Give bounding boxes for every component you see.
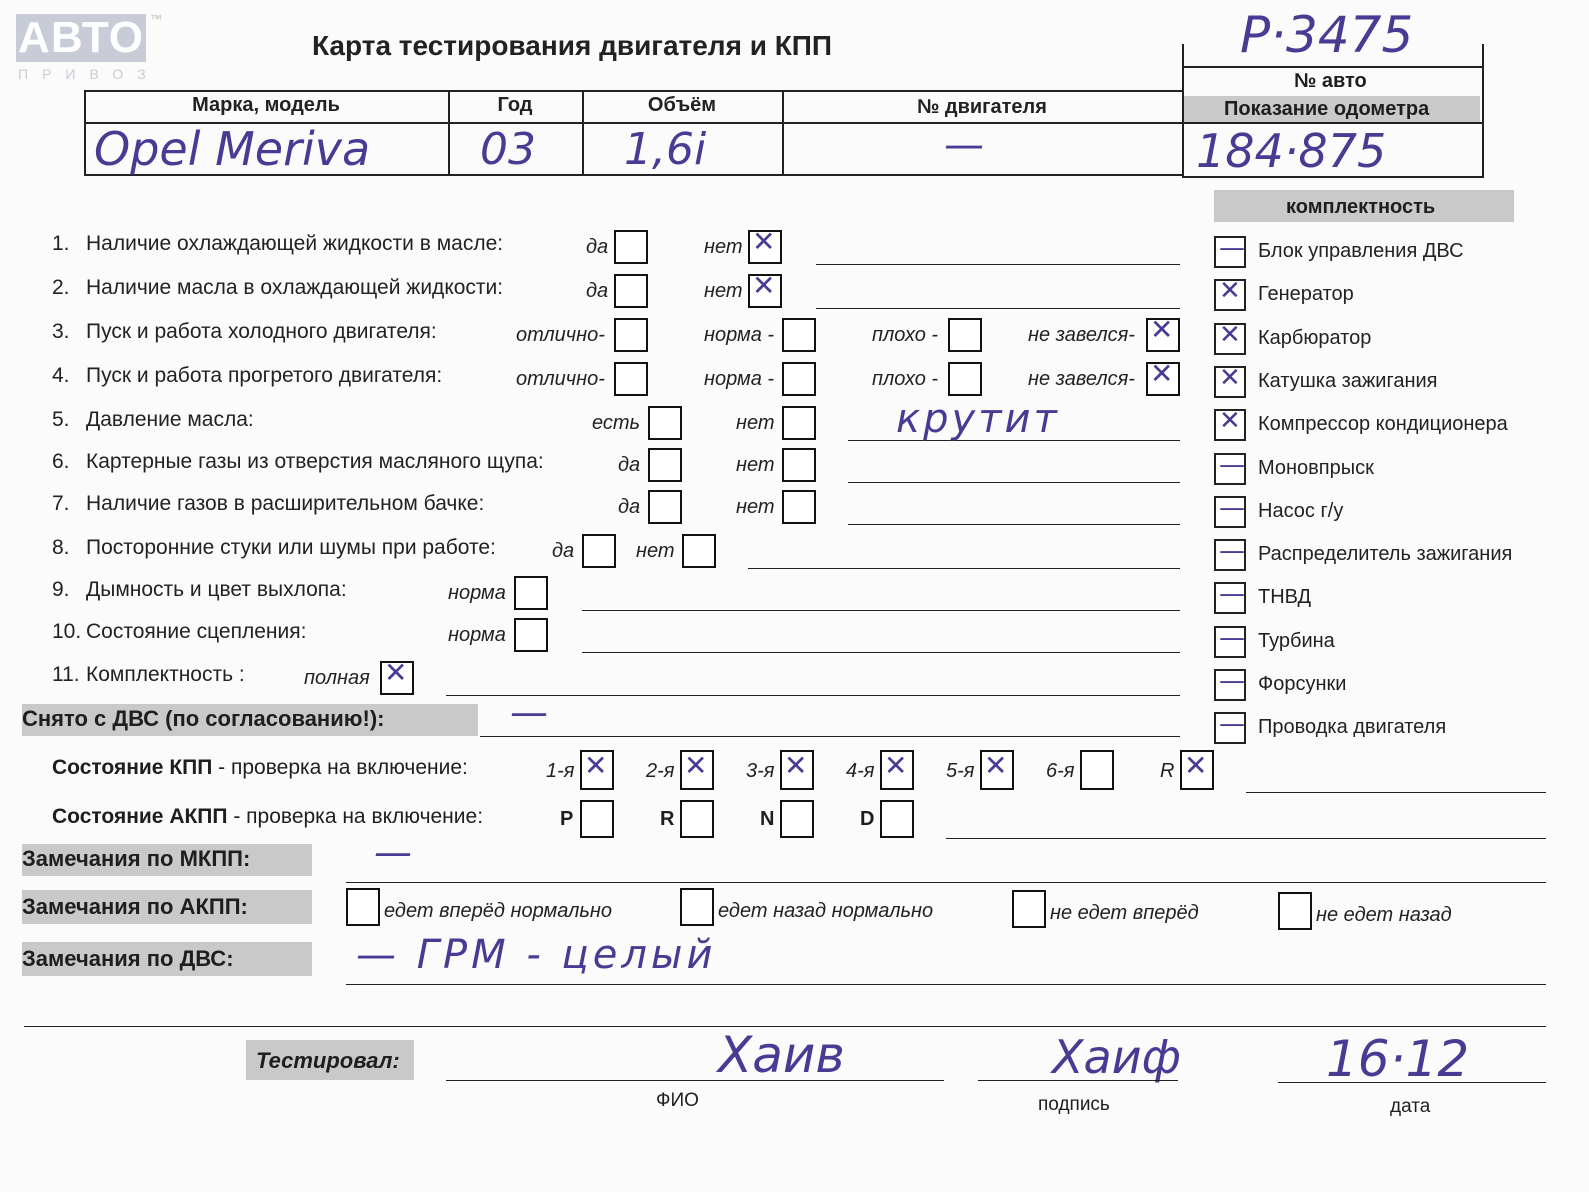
removed-label: Снято с ДВС (по согласованию!): <box>22 706 385 731</box>
completeness-box-9[interactable] <box>1214 622 1246 658</box>
akpp-mode-checkbox-3[interactable] <box>880 800 914 838</box>
completeness-box-6[interactable] <box>1214 492 1246 528</box>
checkmark-icon: ✕ <box>1150 357 1174 390</box>
completeness-item-2: Карбюратор <box>1258 326 1372 349</box>
question-number-8: 8. <box>52 536 70 559</box>
tested-label: Тестировал: <box>256 1048 400 1073</box>
checkmark-icon: ✕ <box>884 749 908 782</box>
completeness-item-10: Форсунки <box>1258 673 1347 695</box>
question-3-option-label-3: не завелся- <box>1028 324 1135 346</box>
completeness-mark-11: — <box>1219 709 1245 740</box>
odometer-label: Показание одометра <box>1224 98 1430 120</box>
question-1-checkbox-1[interactable] <box>748 225 782 264</box>
completeness-item-1: Генератор <box>1258 283 1354 306</box>
checkmark-icon: ✕ <box>384 656 408 689</box>
question-text-8: Посторонние стуки или шумы при работе: <box>86 536 496 559</box>
question-4-option-label-3: не завелся- <box>1028 368 1135 390</box>
kpp-gear-label-0: 1-я <box>546 760 575 782</box>
logo-subtext: ПРИВОЗ <box>18 66 160 82</box>
question-text-4: Пуск и работа прогретого двигателя: <box>86 364 443 387</box>
question-3-option-label-2: плохо - <box>872 324 939 346</box>
signature: Хаиф <box>1052 1030 1181 1084</box>
completeness-title: комплектность <box>1286 196 1436 218</box>
question-3-option-label-0: отлично- <box>516 324 605 346</box>
question-5-option-label-1: нет <box>736 412 775 434</box>
question-3-checkbox-1[interactable] <box>782 318 816 352</box>
completeness-item-0: Блок управления ДВС <box>1258 240 1464 262</box>
completeness-item-4: Компрессор кондиционера <box>1258 413 1508 436</box>
checkmark-icon: ✕ <box>984 749 1008 782</box>
completeness-mark-6: — <box>1219 492 1245 523</box>
kpp-gear-checkbox-2[interactable] <box>780 750 814 790</box>
question-number-1: 1. <box>52 232 70 255</box>
header-engine-no-value: — <box>944 122 984 168</box>
akpp-label-rest: - проверка на включение: <box>227 805 484 828</box>
akpp-label <box>52 805 483 829</box>
mkpp-label: Замечания по МКПП: <box>22 846 251 871</box>
question-10-option-label-0: норма <box>448 624 506 646</box>
question-number-5: 5. <box>52 408 70 431</box>
question-text-6: Картерные газы из отверстия масляного щупа: <box>86 450 544 473</box>
kpp-line <box>1246 792 1546 793</box>
completeness-mark-2: ✕ <box>1219 319 1241 350</box>
akpp-option-2: не едет вперёд <box>1050 902 1199 924</box>
question-2-checkbox-0[interactable] <box>614 274 648 308</box>
question-number-4: 4. <box>52 364 70 387</box>
fio-value: Хаив <box>718 1026 845 1084</box>
kpp-gear-label-4: 5-я <box>946 760 975 782</box>
question-7-checkbox-0[interactable] <box>648 490 682 524</box>
removed-value: — <box>510 690 548 734</box>
question-number-6: 6. <box>52 450 70 473</box>
auto-no-label: № авто <box>1294 70 1367 92</box>
question-2-answer-line <box>816 308 1180 309</box>
akpp-label-bold: Состояние АКПП <box>52 805 228 828</box>
question-7-answer-line <box>848 524 1180 525</box>
question-9-option-label-0: норма <box>448 582 506 604</box>
completeness-mark-1: ✕ <box>1219 276 1241 307</box>
question-number-10: 10. <box>52 620 82 643</box>
kpp-label-rest: - проверка на включение: <box>212 756 468 779</box>
question-10-answer-line <box>582 652 1180 653</box>
question-9-answer-line <box>582 610 1180 611</box>
question-2-option-label-1: нет <box>704 280 743 302</box>
question-number-3: 3. <box>52 320 70 343</box>
kpp-gear-label-2: 3-я <box>746 760 775 782</box>
dvs-value: — ГРМ - целый <box>356 932 717 978</box>
completeness-box-10[interactable] <box>1214 666 1246 701</box>
question-1-answer-line <box>816 264 1180 265</box>
logo <box>16 14 166 84</box>
akpp-option-0: едет вперёд нормально <box>384 900 613 922</box>
question-5-checkbox-1[interactable] <box>782 406 816 440</box>
dvs-label: Замечания по ДВС: <box>22 946 234 971</box>
akpp-option-box-1[interactable] <box>680 888 714 926</box>
checkmark-icon: ✕ <box>1184 749 1208 782</box>
sign-line <box>978 1080 1178 1081</box>
question-11-answer-line <box>446 695 1180 696</box>
odometer-value: 184·875 <box>1196 124 1387 178</box>
completeness-mark-4: ✕ <box>1219 406 1241 437</box>
dvs-line <box>346 984 1546 985</box>
completeness-box-2[interactable] <box>1214 319 1246 355</box>
header-col-volume: Объём <box>647 94 717 116</box>
akpp-mode-label-3: D <box>860 808 875 830</box>
completeness-item-5: Моновпрыск <box>1258 456 1374 479</box>
header-make-value: Opel Meriva <box>94 122 371 176</box>
akpp-mode-checkbox-2[interactable] <box>780 800 814 838</box>
page-title: Карта тестирования двигателя и КПП <box>312 30 833 61</box>
question-4-checkbox-1[interactable] <box>782 362 816 396</box>
akpp-option-1: едет назад нормально <box>718 900 934 922</box>
completeness-item-6: Насос г/у <box>1258 499 1344 522</box>
question-10-checkbox-0[interactable] <box>514 618 548 652</box>
question-3-checkbox-0[interactable] <box>614 318 648 352</box>
kpp-gear-label-6: R <box>1160 760 1175 782</box>
completeness-item-7: Распределитель зажигания <box>1258 543 1513 566</box>
question-1-option-label-0: да <box>586 236 609 258</box>
akpp-line <box>946 838 1546 839</box>
question-5-note: крутит <box>896 396 1060 442</box>
kpp-gear-label-5: 6-я <box>1046 760 1075 782</box>
question-4-option-label-2: плохо - <box>872 368 939 390</box>
question-3-checkbox-2[interactable] <box>948 318 982 352</box>
question-text-5: Давление масла: <box>86 408 254 431</box>
completeness-box-7[interactable] <box>1214 536 1246 571</box>
checkmark-icon: ✕ <box>752 225 776 258</box>
mkpp-line <box>346 882 1546 883</box>
question-1-checkbox-0[interactable] <box>614 230 648 264</box>
question-6-option-label-1: нет <box>736 454 775 476</box>
question-5-option-label-0: есть <box>592 412 641 434</box>
header-volume-value: 1,6i <box>624 124 707 175</box>
akpp-option-box-3[interactable] <box>1278 892 1312 930</box>
question-number-9: 9. <box>52 578 70 601</box>
question-7-option-label-0: да <box>618 496 641 518</box>
kpp-gear-checkbox-6[interactable] <box>1180 750 1214 790</box>
removed-line <box>480 736 1180 737</box>
checkmark-icon: ✕ <box>684 749 708 782</box>
question-number-2: 2. <box>52 276 70 299</box>
akpp-option-box-0[interactable] <box>346 888 380 926</box>
question-6-answer-line <box>848 482 1180 483</box>
akpp-mode-checkbox-0[interactable] <box>580 800 614 838</box>
question-6-checkbox-0[interactable] <box>648 448 682 482</box>
logo-tm: ™ <box>150 12 162 26</box>
completeness-box-11[interactable] <box>1214 709 1246 744</box>
completeness-box-4[interactable] <box>1214 406 1246 441</box>
fio-line <box>446 1080 944 1081</box>
kpp-gear-checkbox-1[interactable] <box>680 750 714 790</box>
completeness-box-0[interactable] <box>1214 233 1246 268</box>
header-table-top <box>84 90 1184 92</box>
akpp-remarks-label: Замечания по АКПП: <box>22 894 248 919</box>
logo-text: АВТО <box>16 14 146 62</box>
question-2-option-label-0: да <box>586 280 609 302</box>
question-7-checkbox-1[interactable] <box>782 490 816 524</box>
fio-label: ФИО <box>656 1090 699 1111</box>
akpp-mode-label-2: N <box>760 808 775 830</box>
question-text-2: Наличие масла в охлаждающей жидкости: <box>86 276 504 299</box>
question-text-11: Комплектность : <box>86 663 245 686</box>
completeness-mark-8: — <box>1219 579 1245 610</box>
completeness-item-11: Проводка двигателя <box>1258 716 1447 739</box>
auto-no-rule <box>1182 66 1484 68</box>
question-4-option-label-0: отлично- <box>516 368 605 390</box>
kpp-gear-checkbox-3[interactable] <box>880 750 914 790</box>
akpp-mode-checkbox-1[interactable] <box>680 800 714 838</box>
completeness-mark-3: ✕ <box>1219 362 1241 393</box>
akpp-mode-label-1: R <box>660 808 675 830</box>
auto-no-right-border <box>1482 44 1484 178</box>
header-col-engine-no: № двигателя <box>917 96 1047 118</box>
question-number-7: 7. <box>52 492 70 515</box>
question-2-checkbox-1[interactable] <box>748 269 782 308</box>
question-11-checkbox-0[interactable] <box>380 656 414 695</box>
question-4-checkbox-2[interactable] <box>948 362 982 396</box>
checkmark-icon: ✕ <box>1150 313 1174 346</box>
kpp-gear-label-3: 4-я <box>846 760 875 782</box>
question-8-option-label-1: нет <box>636 540 675 562</box>
completeness-mark-5: — <box>1219 449 1245 480</box>
mkpp-value: — <box>374 830 412 874</box>
completeness-box-5[interactable] <box>1214 449 1246 485</box>
question-8-checkbox-0[interactable] <box>582 534 616 568</box>
kpp-label <box>52 756 468 780</box>
question-8-checkbox-1[interactable] <box>682 534 716 568</box>
date-line <box>1278 1082 1546 1083</box>
question-4-checkbox-0[interactable] <box>614 362 648 396</box>
date-label: дата <box>1390 1096 1431 1117</box>
question-8-option-label-0: да <box>552 540 575 562</box>
question-3-checkbox-3[interactable] <box>1146 313 1180 352</box>
kpp-label-bold: Состояние КПП <box>52 756 213 779</box>
question-7-option-label-1: нет <box>736 496 775 518</box>
sign-label: подпись <box>1038 1094 1110 1115</box>
question-9-checkbox-0[interactable] <box>514 576 548 610</box>
header-year-value: 03 <box>480 124 536 175</box>
akpp-option-3: не едет назад <box>1316 904 1452 926</box>
auto-no-value: Р·3475 <box>1240 6 1414 64</box>
question-8-answer-line <box>748 568 1180 569</box>
question-number-11: 11. <box>52 663 80 686</box>
kpp-gear-checkbox-0[interactable] <box>580 750 614 790</box>
question-5-checkbox-0[interactable] <box>648 406 682 440</box>
question-text-3: Пуск и работа холодного двигателя: <box>86 320 437 343</box>
completeness-box-3[interactable] <box>1214 362 1246 398</box>
completeness-item-8: ТНВД <box>1258 586 1312 609</box>
header-col-make: Марка, модель <box>192 94 340 116</box>
completeness-mark-9: — <box>1219 622 1245 653</box>
header-col-year: Год <box>497 94 533 116</box>
completeness-item-3: Катушка зажигания <box>1258 369 1438 392</box>
kpp-gear-checkbox-5[interactable] <box>1080 750 1114 790</box>
kpp-gear-label-1: 2-я <box>646 760 675 782</box>
question-text-9: Дымность и цвет выхлопа: <box>86 578 347 601</box>
question-4-checkbox-3[interactable] <box>1146 357 1180 396</box>
completeness-mark-0: — <box>1219 233 1245 263</box>
question-6-option-label-0: да <box>618 454 641 476</box>
question-text-1: Наличие охлаждающей жидкости в масле: <box>86 232 504 255</box>
question-text-10: Состояние сцепления: <box>86 620 307 643</box>
checkmark-icon: ✕ <box>752 269 776 302</box>
checkmark-icon: ✕ <box>584 749 608 782</box>
question-3-option-label-1: норма - <box>704 324 775 346</box>
akpp-option-box-2[interactable] <box>1012 890 1046 928</box>
kpp-gear-checkbox-4[interactable] <box>980 750 1014 790</box>
date-value: 16·12 <box>1326 1030 1470 1088</box>
akpp-mode-label-0: P <box>560 808 574 830</box>
completeness-item-9: Турбина <box>1258 629 1335 652</box>
question-4-option-label-1: норма - <box>704 368 775 390</box>
completeness-mark-7: — <box>1219 536 1245 567</box>
question-text-7: Наличие газов в расширительном бачке: <box>86 492 485 515</box>
question-1-option-label-1: нет <box>704 236 743 258</box>
completeness-mark-10: — <box>1219 666 1245 696</box>
checkmark-icon: ✕ <box>784 749 808 782</box>
question-6-checkbox-1[interactable] <box>782 448 816 482</box>
completeness-box-8[interactable] <box>1214 579 1246 614</box>
question-11-option-label-0: полная <box>304 667 370 689</box>
completeness-box-1[interactable] <box>1214 276 1246 311</box>
